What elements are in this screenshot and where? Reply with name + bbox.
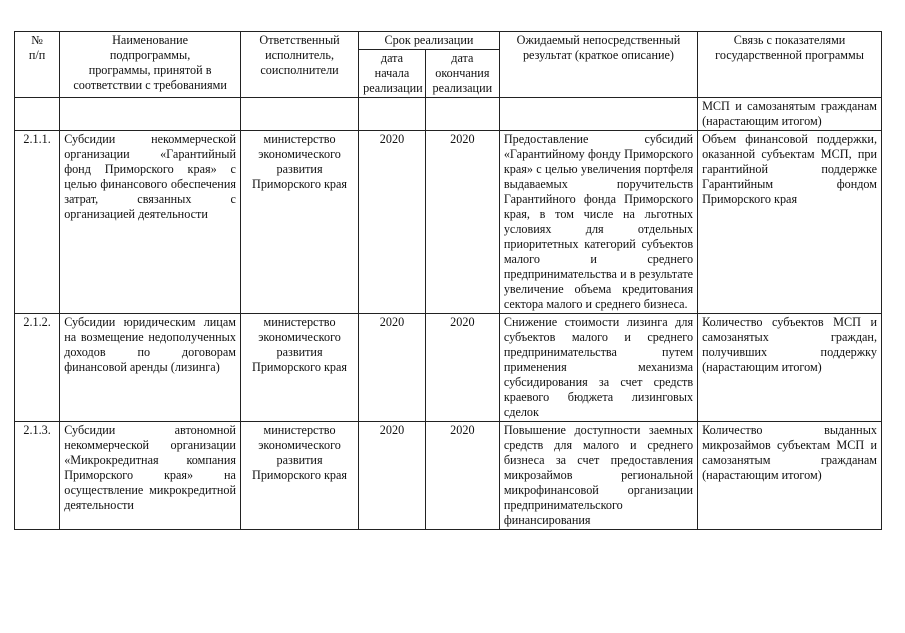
spacer-row xyxy=(15,98,882,131)
row-link: Количество субъектов МСП и самозанятых граждан, получивших поддержку (нарастающим итогом) xyxy=(698,314,882,422)
program-table xyxy=(14,31,882,530)
header-result-line: Ожидаемый непосредственный xyxy=(516,33,681,47)
spacer-cell xyxy=(425,98,499,131)
header-link-line: Связь с показателями xyxy=(733,33,846,47)
header-end-line: дата xyxy=(451,51,474,65)
header-num xyxy=(15,32,60,98)
row-result: Предоставление субсидий «Гарантийному фонду Приморского края» с целью увеличения портфеля выдаваемых поручительств Гарантийного фонда Приморского края, в том числе на льготных условиях для отдельных приоритетных категорий субъектов малого и среднего предпринимательства и в результате увеличение объема кредитования сектора малого и среднего бизнеса. xyxy=(499,131,697,314)
row-start: 2020 xyxy=(359,422,426,530)
row-end: 2020 xyxy=(425,422,499,530)
header-link xyxy=(698,32,882,98)
header-period: Срок реализации xyxy=(359,32,500,50)
row-result: Повышение доступности заемных средств для малого и среднего бизнеса за счет предоставления микрозаймов региональной микрофинансовой организации предпринимательского финансирования xyxy=(499,422,697,530)
row-name: Субсидии некоммерческой организации «Гарантийный фонд Приморского края» с целью финансового обеспечения затрат, связанных с организацией деятельности xyxy=(60,131,241,314)
spacer-link-cell: МСП и самозанятым гражданам (нарастающим итогом) xyxy=(698,98,882,131)
header-row xyxy=(15,32,882,50)
header-end-line: реализации xyxy=(432,81,493,95)
row-name: Субсидии юридическим лицам на возмещение недополученных доходов по договорам финансовой аренды (лизинга) xyxy=(60,314,241,422)
row-result: Снижение стоимости лизинга для субъектов малого и среднего предпринимательства путем применения механизма субсидирования за счет средств краевого бюджета лизинговых сделок xyxy=(499,314,697,422)
row-end: 2020 xyxy=(425,131,499,314)
header-responsible-line: исполнитель, xyxy=(265,48,334,62)
spacer-cell xyxy=(15,98,60,131)
header-start-line: реализации xyxy=(363,81,423,95)
header-start xyxy=(359,50,426,98)
spacer-cell xyxy=(499,98,697,131)
header-name xyxy=(60,32,241,98)
header-name-line: Наименование xyxy=(112,33,189,47)
header-start-line: начала xyxy=(374,66,410,80)
spacer-cell xyxy=(240,98,358,131)
header-start-line: дата xyxy=(380,51,404,65)
header-link-line: государственной программы xyxy=(715,48,864,62)
row-responsible: министерство экономического развития Приморского края xyxy=(240,314,358,422)
table-row xyxy=(15,314,882,422)
header-name-line: соответствии с требованиями xyxy=(73,78,227,92)
header-num-line: п/п xyxy=(28,48,46,62)
row-link: Объем финансовой поддержки, оказанной субъектам МСП, при гарантийной поддержке Гарантийным фондом Приморского края xyxy=(698,131,882,314)
header-result xyxy=(499,32,697,98)
header-end xyxy=(425,50,499,98)
spacer-cell xyxy=(60,98,241,131)
spacer-cell xyxy=(359,98,426,131)
header-responsible-line: Ответственный xyxy=(259,33,340,47)
header-name-line: подпрограммы, xyxy=(109,48,191,62)
row-name: Субсидии автономной некоммерческой организации «Микрокредитная компания Приморского края» на осуществление микрокредитной деятельности xyxy=(60,422,241,530)
row-responsible: министерство экономического развития Приморского края xyxy=(240,422,358,530)
header-end-line: окончания xyxy=(435,66,490,80)
row-end: 2020 xyxy=(425,314,499,422)
header-result-line: результат (краткое описание) xyxy=(522,48,674,62)
header-responsible xyxy=(240,32,358,98)
row-link: Количество выданных микрозаймов субъектам МСП и самозанятым гражданам (нарастающим итогом) xyxy=(698,422,882,530)
table-row xyxy=(15,422,882,530)
header-name-line: программы, принятой в xyxy=(88,63,212,77)
header-num-line: № xyxy=(31,33,43,47)
row-start: 2020 xyxy=(359,131,426,314)
header-responsible-line: соисполнители xyxy=(260,63,339,77)
row-num: 2.1.2. xyxy=(15,314,60,422)
row-num: 2.1.3. xyxy=(15,422,60,530)
row-start: 2020 xyxy=(359,314,426,422)
row-responsible: министерство экономического развития Приморского края xyxy=(240,131,358,314)
row-num: 2.1.1. xyxy=(15,131,60,314)
table-row xyxy=(15,131,882,314)
